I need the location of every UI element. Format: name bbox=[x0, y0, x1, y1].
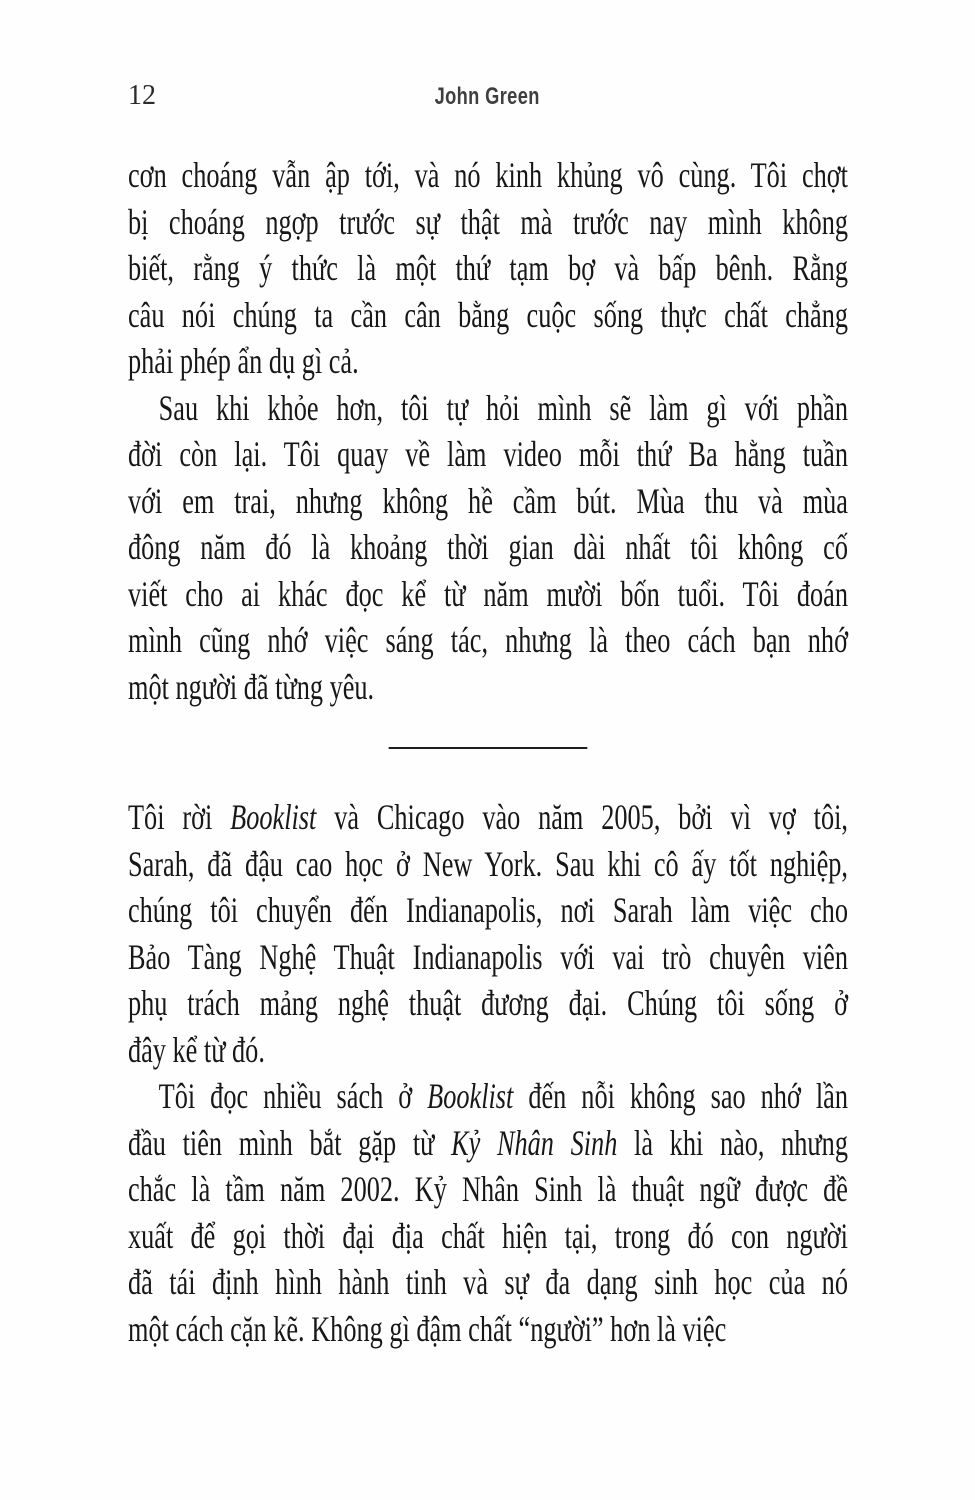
text-line bbox=[128, 385, 848, 432]
body-text bbox=[128, 152, 848, 1352]
italic-text-segment: Kỷ Nhân Sinh bbox=[451, 1122, 618, 1163]
text-line bbox=[128, 841, 848, 888]
text-line bbox=[128, 1166, 848, 1213]
text-segment: câu nói chúng ta cần cân bằng cuộc sống thực chất chẳng bbox=[128, 294, 848, 335]
text-segment: với em trai, nhưng không hề cầm bút. Mùa thu và mùa bbox=[128, 480, 848, 521]
text-segment: viết cho ai khác đọc kể từ năm mười bốn tuổi. Tôi đoán bbox=[128, 573, 848, 614]
text-line bbox=[128, 338, 848, 385]
text-line bbox=[128, 431, 848, 478]
text-line bbox=[128, 245, 848, 292]
text-segment: Tôi rời bbox=[128, 797, 231, 837]
text-segment: Sau khi khỏe hơn, tôi tự hỏi mình sẽ làm gì với phần bbox=[158, 387, 848, 428]
text-segment: chắc là tầm năm 2002. Kỷ Nhân Sinh là thuật ngữ được đề bbox=[128, 1169, 848, 1209]
text-line bbox=[128, 934, 848, 981]
text-segment: bị choáng ngợp trước sự thật mà trước nay mình không bbox=[128, 201, 848, 242]
running-header: John Green bbox=[434, 83, 541, 110]
text-line bbox=[128, 292, 848, 339]
text-segment: phụ trách mảng nghệ thuật đương đại. Chúng tôi sống ở bbox=[128, 983, 848, 1023]
text-line bbox=[128, 524, 848, 571]
text-segment: cơn choáng vẫn ập tới, và nó kinh khủng vô cùng. Tôi chợt bbox=[128, 155, 848, 195]
text-line bbox=[128, 980, 848, 1027]
text-segment: và Chicago vào năm 2005, bởi vì vợ tôi, bbox=[316, 797, 848, 837]
text-line bbox=[128, 571, 848, 618]
text-line bbox=[128, 794, 848, 841]
text-segment: một người đã từng yêu. bbox=[128, 666, 375, 707]
text-segment: Sarah, đã đậu cao học ở New York. Sau khi cô ấy tốt nghiệp, bbox=[128, 843, 848, 884]
text-line bbox=[128, 1120, 848, 1167]
text-segment: đây kể từ đó. bbox=[128, 1029, 265, 1070]
text-segment: đến nỗi không sao nhớ lần bbox=[513, 1076, 848, 1116]
text-line bbox=[128, 1306, 848, 1353]
text-line bbox=[128, 1213, 848, 1260]
italic-text-segment: Booklist bbox=[230, 797, 317, 837]
italic-text-segment: Booklist bbox=[427, 1076, 514, 1116]
text-line bbox=[128, 1259, 848, 1306]
divider-rule bbox=[389, 747, 588, 749]
text-segment: Tôi đọc nhiều sách ở bbox=[158, 1076, 428, 1116]
text-line bbox=[128, 617, 848, 664]
text-line bbox=[128, 664, 848, 711]
text-segment: phải phép ẩn dụ gì cả. bbox=[128, 341, 359, 381]
text-segment: Bảo Tàng Nghệ Thuật Indianapolis với vai trò chuyên viên bbox=[128, 936, 848, 977]
text-line bbox=[128, 1027, 848, 1074]
text-segment: là khi nào, nhưng bbox=[617, 1122, 848, 1163]
page-number: 12 bbox=[128, 80, 156, 111]
text-segment: đầu tiên mình bắt gặp từ bbox=[128, 1122, 452, 1163]
text-segment: một cách cặn kẽ. Không gì đậm chất “người” hơn là việc bbox=[128, 1308, 727, 1349]
running-header-row bbox=[0, 83, 975, 111]
text-line bbox=[128, 478, 848, 525]
text-segment: đã tái định hình hành tinh và sự đa dạng sinh học của nó bbox=[128, 1262, 848, 1302]
text-line bbox=[128, 152, 848, 199]
text-line bbox=[128, 1073, 848, 1120]
text-segment: chúng tôi chuyển đến Indianapolis, nơi Sarah làm việc cho bbox=[128, 890, 848, 930]
text-segment: mình cũng nhớ việc sáng tác, nhưng là theo cách bạn nhớ bbox=[128, 620, 848, 660]
text-line bbox=[128, 887, 848, 934]
text-segment: biết, rằng ý thức là một thứ tạm bợ và bấp bênh. Rằng bbox=[128, 248, 848, 288]
text-segment: đời còn lại. Tôi quay về làm video mỗi thứ Ba hằng tuần bbox=[128, 434, 848, 474]
text-segment: đông năm đó là khoảng thời gian dài nhất tôi không cố bbox=[128, 527, 848, 567]
text-line bbox=[128, 199, 848, 246]
text-segment: xuất để gọi thời đại địa chất hiện tại, trong đó con người bbox=[128, 1215, 848, 1256]
section-divider bbox=[128, 710, 848, 794]
